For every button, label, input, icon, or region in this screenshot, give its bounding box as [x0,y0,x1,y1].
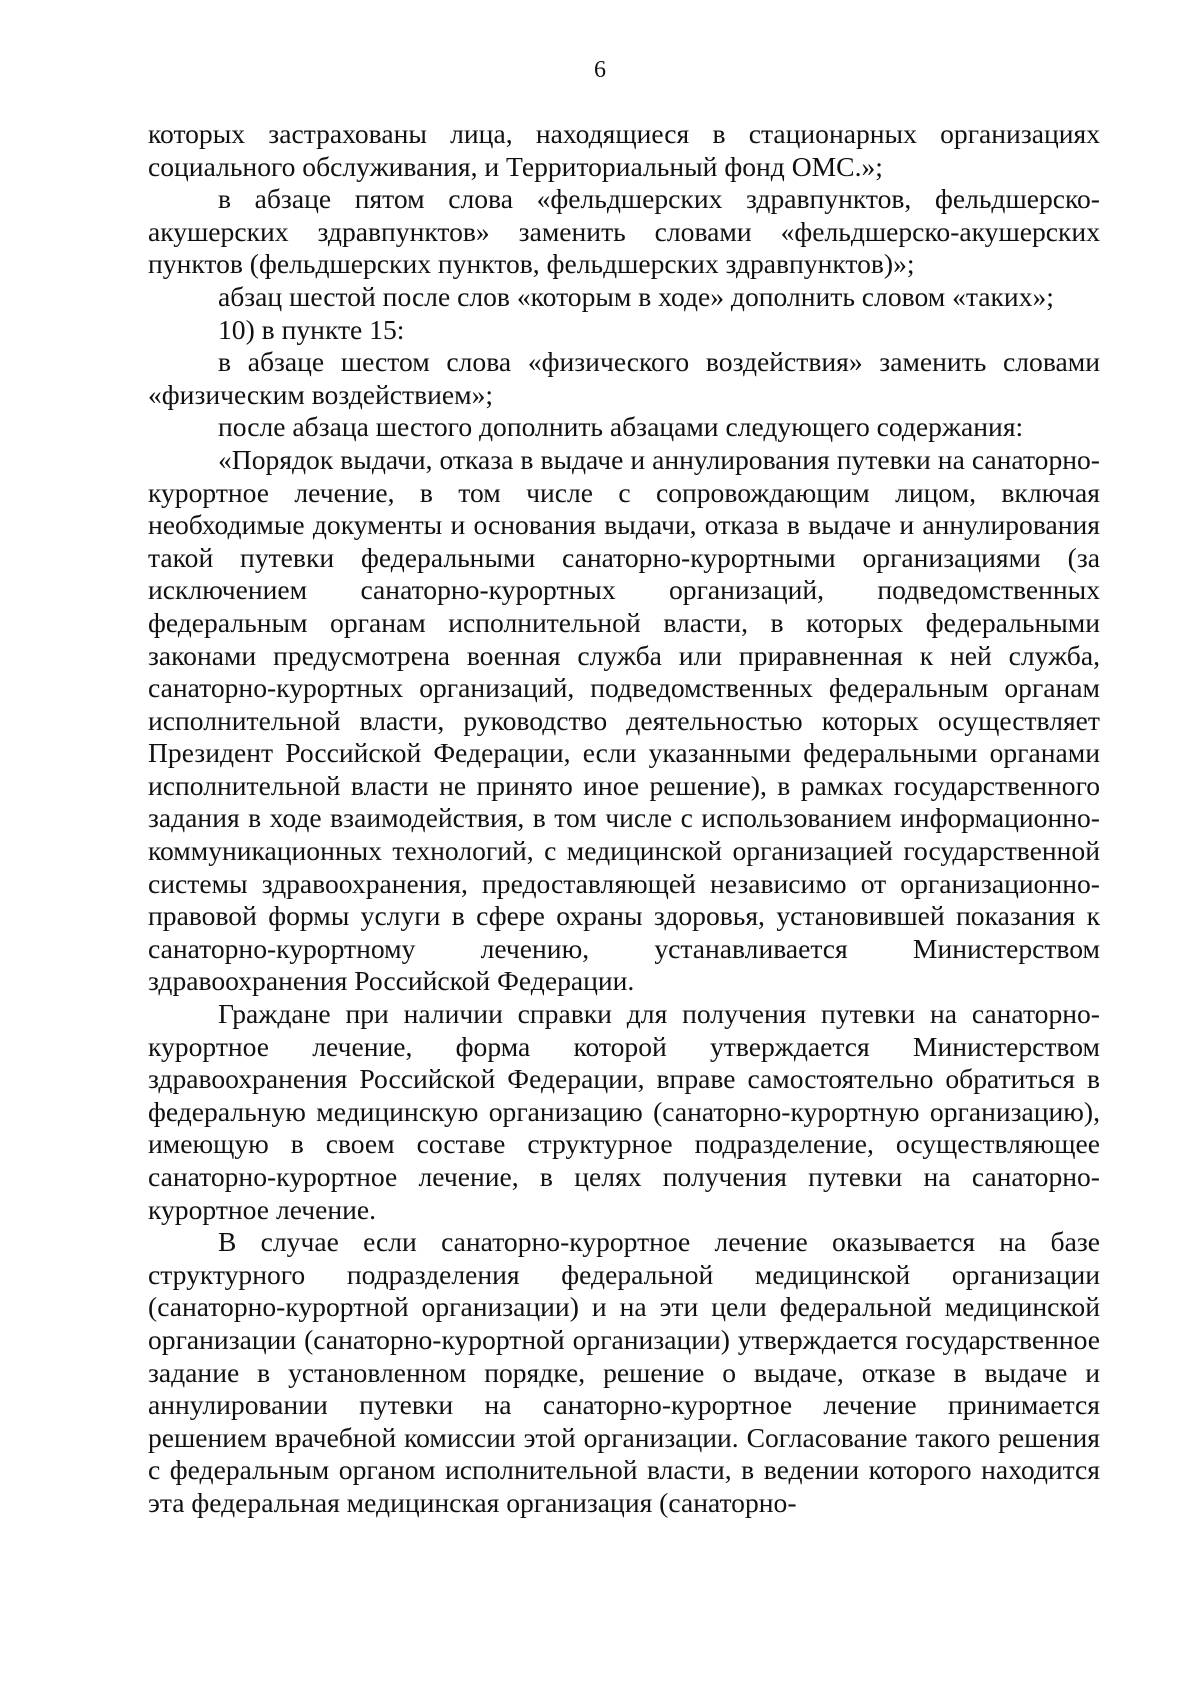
paragraph: после абзаца шестого дополнить абзацами следующего содержания: [218,411,1024,443]
paragraph: в абзаце шестом слова «физического воздействия» заменить словами «физическим воздействием»; [148,346,1100,410]
paragraph: которых застрахованы лица, находящиеся в стационарных организациях социального обслуживания, и Территориальный фонд ОМС.»; [148,118,1100,182]
paragraph: «Порядок выдачи, отказа в выдаче и аннулирования путевки на санаторно-курортное лечение, в том числе с сопровождающим лицом, включая необходимые документы и основания выдачи, отказа в выдаче и аннулирования такой путевки федеральными санаторно-курортными организациями (за исключением санаторно-курортных организаций, подведомственных федеральным органам исполнительной власти, в которых федеральными законами предусмотрена военная служба или приравненная к ней служба, санаторно-курортных организаций, подведомственных федеральным органам исполнительной власти, руководство деятельностью которых осуществляет Президент Российской Федерации, если указанными федеральными органами исполнительной власти не принято иное решение), в рамках государственного задания в ходе взаимодействия, в том числе с использованием информационно-коммуникационных технологий, с медицинской организацией государственной системы здравоохранения, предоставляющей независимо от организационно-правовой формы услуги в сфере охраны здоровья, установившей показания к санаторно-курортному лечению, устанавливается Министерством здравоохранения Российской Федерации. [148,443,1100,997]
paragraph: в абзаце пятом слова «фельдшерских здравпунктов, фельдшерско-акушерских здравпунктов» заменить словами «фельдшерско-акушерских пунктов (фельдшерских пунктов, фельдшерских здравпунктов)»; [148,183,1100,280]
paragraph: В случае если санаторно-курортное лечение оказывается на базе структурного подразделения федеральной медицинской организации (санаторно-курортной организации) и на эти цели федеральной медицинской организации (санаторно-курортной организации) утверждается государственное задание в установленном порядке, решение о выдаче, отказе в выдаче и аннулировании путевки на санаторно-курортное лечение принимается решением врачебной комиссии этой организации. Согласование такого решения с федеральным органом исполнительной власти, в ведении которого находится эта федеральная медицинская организация (санаторно- [148,1226,1100,1518]
paragraph: 10) в пункте 15: [218,313,405,345]
paragraph: Граждане при наличии справки для получения путевки на санаторно-курортное лечение, форма которой утверждается Министерством здравоохранения Российской Федерации, вправе самостоятельно обратиться в федеральную медицинскую организацию (санаторно-курортную организацию), имеющую в своем составе структурное подразделение, осуществляющее санаторно-курортное лечение, в целях получения путевки на санаторно-курортное лечение. [148,998,1100,1225]
page-number: 6 [594,57,606,83]
document-body [148,118,1100,1520]
paragraph: абзац шестой после слов «которым в ходе» дополнить словом «таких»; [218,280,1054,312]
